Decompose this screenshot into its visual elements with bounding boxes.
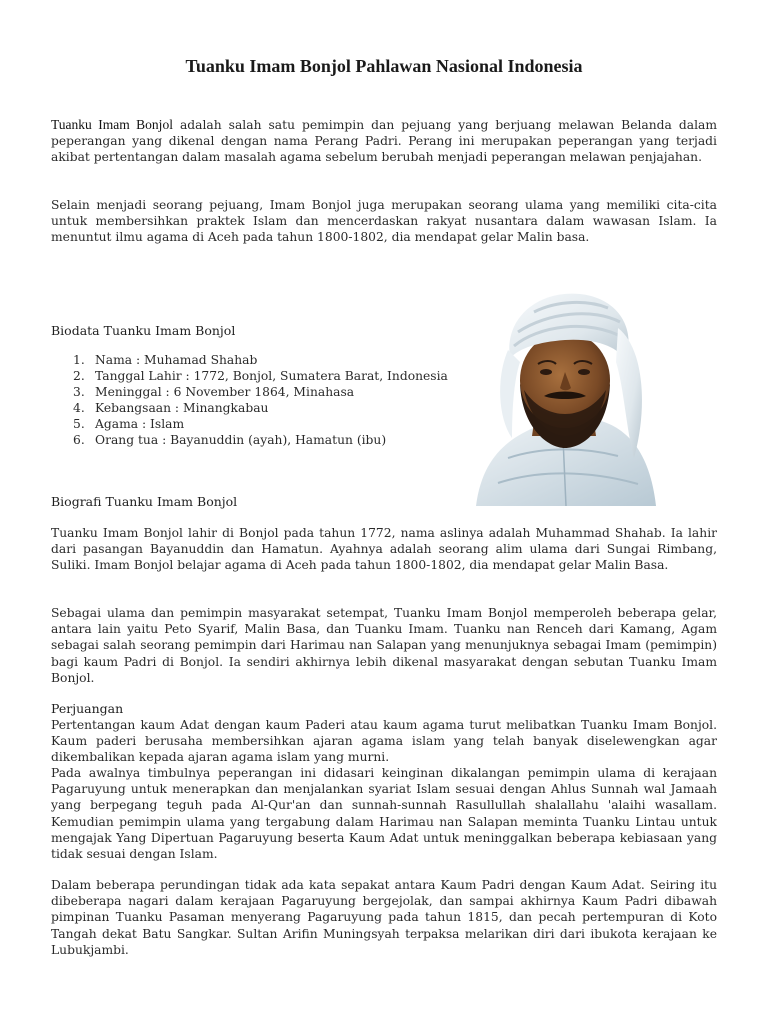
list-number: 6. <box>73 433 85 447</box>
list-item-text: Tanggal Lahir : 1772, Bonjol, Sumatera Barat, Indonesia <box>95 369 448 383</box>
list-number: 3. <box>73 385 85 399</box>
intro-text: adalah salah satu pemimpin dan pejuang yang berjuang melawan Belanda dalam peperangan yang dikenal dengan nama Perang Padri. Perang ini merupakan peperangan yang terjadi akibat pertentangan dalam masalah agama sebelum berubah menjadi peperangan melawan penjajahan. <box>51 118 718 165</box>
ulama-paragraph: Selain menjadi seorang pejuang, Imam Bonjol juga merupakan seorang ulama yang memiliki cita-cita untuk membersihkan praktek Islam dan mencerdaskan rakyat nusantara dalam wawasan Islam. Ia menuntut ilmu agama di Aceh pada tahun 1800-1802, dia mendapat gelar Malin basa. <box>51 198 717 245</box>
list-number: 1. <box>73 353 85 367</box>
perjuangan-paragraph-1: Pertentangan kaum Adat dengan kaum Paderi atau kaum agama turut melibatkan Tuanku Imam Bonjol. Kaum paderi berusaha membersihkan ajaran agama islam yang telah banyak diselewengkan agar dikembalikan kepada ajaran agama islam yang murni. <box>51 718 717 765</box>
list-item-text: Agama : Islam <box>95 417 185 431</box>
perjuangan-paragraph-2: Pada awalnya timbulnya peperangan ini didasari keinginan dikalangan pemimpin ulama di kerajaan Pagaruyung untuk menerapkan dan menjalankan syariat Islam sesuai dengan Ahlus Sunnah wal Jamaah yang berpegang teguh pada Al-Qur'an dan sunnah-sunnah Rasullullah shalallahu 'alaihi wasallam. Kemudian pemimpin ulama yang tergabung dalam Harimau nan Salapan meminta Tuanku Lintau untuk mengajak Yang Dipertuan Pagaruyung beserta Kaum Adat untuk meninggalkan beberapa kebiasaan yang tidak sesuai dengan Islam. <box>51 766 717 862</box>
list-number: 4. <box>73 401 85 415</box>
biodata-item-religion <box>51 416 459 432</box>
biografi-heading: Biografi Tuanku Imam Bonjol <box>51 494 238 509</box>
list-item-text: Meninggal : 6 November 1864, Minahasa <box>95 385 355 399</box>
biodata-item-birth <box>51 368 459 384</box>
document-title: Tuanku Imam Bonjol Pahlawan Nasional Indonesia <box>185 56 583 76</box>
biografi-paragraph-1: Tuanku Imam Bonjol lahir di Bonjol pada tahun 1772, nama aslinya adalah Muhammad Shahab. Ia lahir dari pasangan Bayanuddin dan Hamatun. Ayahnya adalah seorang alim ulama dari Sungai Rimbang, Suliki. Imam Bonjol belajar agama di Aceh pada tahun 1800-1802, dia mendapat gelar Malin Basa. <box>51 526 717 573</box>
biodata-item-nationality <box>51 400 459 416</box>
perjuangan-paragraph-3: Dalam beberapa perundingan tidak ada kata sepakat antara Kaum Padri dengan Kaum Adat. Seiring itu dibeberapa nagari dalam kerajaan Pagaruyung bergejolak, dan sampai akhirnya Kaum Padri dibawah pimpinan Tuanku Pasaman menyerang Pagaruyung pada tahun 1815, dan pecah pertempuran di Koto Tangah dekat Batu Sangkar. Sultan Arifin Muningsyah terpaksa melarikan diri dari ibukota kerajaan ke Lubukjambi. <box>51 878 717 957</box>
biodata-item-death <box>51 384 459 400</box>
list-item-text: Orang tua : Bayanuddin (ayah), Hamatun (ibu) <box>95 433 387 447</box>
biodata-list <box>51 352 459 448</box>
biografi-paragraph-2: Sebagai ulama dan pemimpin masyarakat setempat, Tuanku Imam Bonjol memperoleh beberapa gelar, antara lain yaitu Peto Syarif, Malin Basa, dan Tuanku Imam. Tuanku nan Renceh dari Kamang, Agam sebagai salah seorang pemimpin dari Harimau nan Salapan yang menunjuknya sebagai Imam (pemimpin) bagi kaum Padri di Bonjol. Ia sendiri akhirnya lebih dikenal masyarakat dengan sebutan Tuanku Imam Bonjol. <box>51 606 717 685</box>
portrait-image <box>468 288 658 506</box>
intro-lead-name: Tuanku Imam Bonjol <box>51 117 173 132</box>
biodata-item-name <box>51 352 459 368</box>
list-number: 2. <box>73 369 85 383</box>
biodata-item-parents <box>51 432 459 448</box>
list-number: 5. <box>73 417 85 431</box>
perjuangan-heading: Perjuangan <box>51 701 124 716</box>
biodata-heading: Biodata Tuanku Imam Bonjol <box>51 323 236 338</box>
list-item-text: Kebangsaan : Minangkabau <box>95 401 269 415</box>
portrait-illustration <box>468 288 658 506</box>
intro-paragraph <box>51 117 717 166</box>
list-item-text: Nama : Muhamad Shahab <box>95 353 258 367</box>
